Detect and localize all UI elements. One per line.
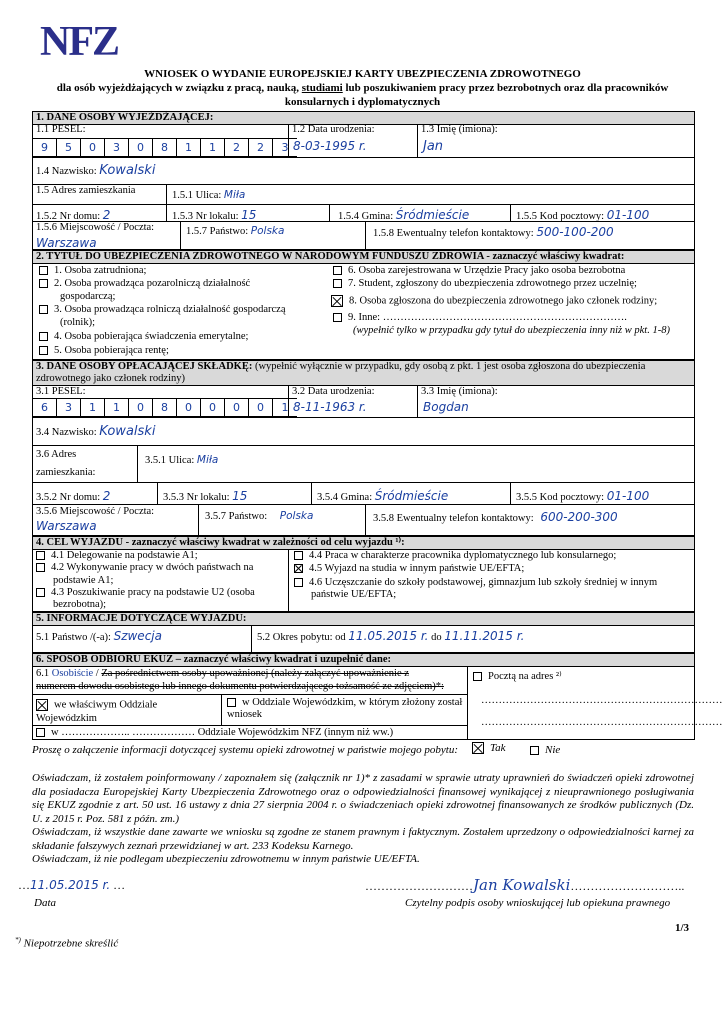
- dob-value[interactable]: 8-03-1995 r.: [293, 139, 367, 153]
- checkbox[interactable]: [36, 588, 45, 597]
- purpose-4-6[interactable]: 4.6 Uczęszczanie do szkoły podstawowej, gimnazjum lub szkoły średniej w innym: [294, 577, 657, 588]
- title-option-6[interactable]: 6. Osoba zarejestrowana w Urzędzie Pracy jako osoba bezrobotna: [333, 265, 625, 276]
- surname-label: 1.4 Nazwisko: Kowalski: [36, 163, 156, 178]
- declaration-2: Oświadczam, iż wszystkie dane zawarte we wniosku są zgodne ze stanem prawnym i faktycznym. Zostałem uprzedzony o odpowiedzialności karnej za składanie fałszywych zeznań przewidzianej w art. 233 Kodeksu Karnego.: [32, 826, 694, 852]
- payer-commune-value[interactable]: Śródmieście: [374, 489, 449, 503]
- title-option-2[interactable]: 2. Osoba prowadząca pozarolniczą działalność: [39, 278, 250, 289]
- pesel-field[interactable]: [33, 138, 297, 157]
- purpose-4-2[interactable]: 4.2 Wykonywanie pracy w dwóch państwach na: [36, 562, 253, 573]
- pesel-digit[interactable]: 3: [105, 139, 129, 156]
- pickup-authorized: numerem dowodu osobistego lub innego dokumentu potwierdzającego tożsamość ze zdjęciem)*:: [36, 681, 444, 692]
- title-option-8[interactable]: 8. Osoba zgłoszona do ubezpieczenia zdrowotnego jako członek rodziny;: [331, 295, 657, 307]
- pickup-submit-branch-cont: wniosek: [227, 709, 262, 720]
- street-value[interactable]: Miła: [223, 189, 246, 201]
- declaration-1: Oświadczam, iż zostałem poinformowany / zapoznałem się (załącznik nr 1)* z zasadami w sprawie utraty uprawnień do świadczeń opieki zdrowotnej dla posiadacza Europejskiej Karty Ubezpieczenia Zdrowotnego oraz o odpowiedzialności finansowej wynikającej z nieuprawnionego posługiwania się EKUZ zgodnie z art. 50 ust. 16 ustawy z dnia 27 sierpnia 2004 r. o świadczeniach opieki zdrowotnej finansowanych ze środków publicznych (Dz. U. z 2015 r. Poz. 581 z późn. zm.): [32, 772, 694, 825]
- phone-label: 1.5.8 Ewentualny telefon kontaktowy: 500-100-200: [373, 225, 614, 239]
- checkbox[interactable]: [39, 266, 48, 275]
- checkbox-checked[interactable]: [331, 295, 343, 307]
- section-5: [32, 612, 695, 653]
- pickup-own-branch-cont: Wojewódzkim: [36, 713, 97, 724]
- section-4: [32, 536, 695, 612]
- section-2-header: 2. TYTUŁ DO UBEZPIECZENIA ZDROWOTNEGO W NARODOWYM FUNDUSZU ZDROWIA - zaznaczyć właściwy kwadrat:: [33, 251, 694, 264]
- pesel-digit[interactable]: 0: [249, 399, 273, 416]
- purpose-4-2-cont: podstawie A1;: [53, 575, 114, 586]
- date-label: Data: [34, 897, 56, 909]
- signature-label: Czytelny podpis osoby wnioskującej lub opiekuna prawnego: [405, 897, 671, 909]
- pickup-personal[interactable]: 6.1 Osobiście / Za pośrednictwem osoby upoważnionej (należy załączyć upoważnienie z: [36, 668, 409, 679]
- payer-postal-value[interactable]: 01-100: [606, 489, 650, 503]
- checkbox-checked[interactable]: [472, 742, 484, 754]
- date-value[interactable]: 11.05.2015 r.: [30, 878, 111, 892]
- pesel-digit[interactable]: 8: [153, 399, 177, 416]
- country-value[interactable]: Polska: [250, 225, 285, 237]
- flat-value[interactable]: 15: [241, 208, 257, 222]
- payer-first-name-label: 3.3 Imię (imiona):: [421, 386, 498, 397]
- payer-commune-label: 3.5.4 Gmina: Śródmieście: [317, 489, 449, 503]
- first-name-value[interactable]: Jan: [423, 139, 444, 154]
- payer-pesel-field[interactable]: [33, 398, 297, 417]
- checkbox[interactable]: [333, 313, 342, 322]
- street-label: 1.5.1 Ulica: Miła: [172, 189, 246, 201]
- payer-surname-value[interactable]: Kowalski: [99, 424, 156, 439]
- title-option-1[interactable]: 1. Osoba zatrudniona;: [39, 265, 146, 276]
- payer-surname-label: 3.4 Nazwisko: Kowalski: [36, 424, 156, 439]
- title-option-7[interactable]: 7. Student, zgłoszony do ubezpieczenia zdrowotnego przez uczelnię;: [333, 278, 637, 289]
- pesel-digit[interactable]: 3: [281, 141, 289, 154]
- surname-value[interactable]: Kowalski: [99, 163, 156, 178]
- checkbox[interactable]: [333, 279, 342, 288]
- address-label: 1.5 Adres zamieszkania: [36, 185, 136, 196]
- house-value[interactable]: 2: [102, 208, 111, 222]
- pesel-digit[interactable]: 5: [57, 139, 81, 156]
- signature-field[interactable]: ………………………Jan Kowalski………………………..: [365, 876, 685, 894]
- checkbox[interactable]: [39, 346, 48, 355]
- checkbox[interactable]: [294, 578, 303, 587]
- pickup-mail[interactable]: Pocztą na adres ²⁾: [473, 670, 562, 682]
- pickup-other-branch[interactable]: w ……………….. ……………… Oddziale Wojewódzkim NFZ (innym niż ww.): [36, 727, 393, 738]
- checkbox-checked[interactable]: [294, 564, 303, 573]
- stay-from-value[interactable]: 11.05.2015 r.: [348, 629, 429, 643]
- checkbox[interactable]: [36, 551, 45, 560]
- form-subtitle-line2: konsularnych i dyplomatycznych: [284, 96, 441, 108]
- pickup-own-branch[interactable]: we właściwym Oddziale: [36, 699, 157, 711]
- pickup-submit-branch[interactable]: w Oddziale Wojewódzkim, w którym złożony został: [227, 697, 462, 708]
- payer-flat-label: 3.5.3 Nr lokalu: 15: [163, 489, 248, 503]
- section-6: [32, 653, 723, 740]
- checkbox[interactable]: [227, 698, 236, 707]
- title-option-3[interactable]: 3. Osoba prowadząca rolniczą działalność gospodarczą: [39, 304, 285, 315]
- title-option-2-cont: gospodarczą;: [60, 291, 116, 302]
- stay-country-label: 5.1 Państwo /(-a): Szwecja: [36, 629, 162, 643]
- commune-label: 1.5.4 Gmina: Śródmieście: [338, 208, 470, 222]
- payer-country-label: 3.5.7 Państwo: Polska: [205, 510, 314, 522]
- section-1-header: 1. DANE OSOBY WYJEŻDŻAJĄCEJ:: [33, 112, 694, 125]
- pesel-digit[interactable]: 1: [105, 399, 129, 416]
- dob-label: 1.2 Data urodzenia:: [292, 124, 375, 135]
- payer-address-label: 3.6 Adres: [36, 449, 77, 460]
- pesel-digit[interactable]: 0: [81, 139, 105, 156]
- checkbox[interactable]: [473, 672, 482, 681]
- payer-dob-value[interactable]: 8-11-1963 r.: [293, 400, 367, 414]
- payer-postal-label: 3.5.5 Kod pocztowy: 01-100: [516, 489, 650, 503]
- section-1: [32, 111, 695, 250]
- pesel-label: 1.1 PESEL:: [36, 124, 86, 135]
- pesel-digit[interactable]: 2: [225, 139, 249, 156]
- payer-phone-value[interactable]: 600-200-300: [540, 510, 618, 524]
- purpose-4-3[interactable]: 4.3 Poszukiwanie pracy na podstawie U2 (osoba: [36, 587, 255, 598]
- payer-phone-label: 3.5.8 Ewentualny telefon kontaktowy: 600-200-300: [373, 510, 618, 524]
- city-label: 1.5.6 Miejscowość / Poczta:: [36, 222, 155, 233]
- form-title: WNIOSEK O WYDANIE EUROPEJSKIEJ KARTY UBEZPIECZENIA ZDROWOTNEGO: [144, 68, 581, 80]
- country-label: 1.5.7 Państwo: Polska: [186, 225, 285, 237]
- pesel-digit[interactable]: 0: [177, 399, 201, 416]
- title-option-9[interactable]: 9. Inne: …………………………………………………………….: [333, 312, 627, 323]
- flat-label: 1.5.3 Nr lokalu: 15: [172, 208, 257, 222]
- title-option-3-cont: (rolnik);: [60, 317, 95, 328]
- section-3-header: 3. DANE OSOBY OPŁACAJĄCEJ SKŁADKĘ: (wypełnić wyłącznie w przypadku, gdy osobą z pkt. 1 jest osoba zgłoszona do ubezpieczenia zdrowotnego jako członek rodziny): [33, 361, 694, 386]
- pesel-digit[interactable]: 1: [81, 399, 105, 416]
- checkbox[interactable]: [39, 279, 48, 288]
- payer-city-label: 3.5.6 Miejscowość / Poczta:: [36, 506, 155, 517]
- payer-address-label-cont: zamieszkania:: [36, 467, 96, 478]
- pesel-digit[interactable]: 3: [57, 399, 81, 416]
- payer-street-value[interactable]: Miła: [196, 454, 219, 466]
- payer-dob-label: 3.2 Data urodzenia:: [292, 386, 375, 397]
- form-subtitle: dla osób wyjeżdżających w związku z pracą, nauką, studiami lub poszukiwaniem pracy przez bezrobotnych oraz dla pracowników: [56, 82, 669, 94]
- payer-pesel-label: 3.1 PESEL:: [36, 386, 86, 397]
- payer-city-value[interactable]: Warszawa: [36, 519, 97, 533]
- purpose-4-4[interactable]: 4.4 Praca w charakterze pracownika dyplomatycznego lub konsularnego;: [294, 550, 616, 561]
- declaration-3: Oświadczam, iż nie podlegam ubezpieczeniu zdrowotnemu w innym państwie UE/EFTA.: [32, 853, 420, 865]
- pesel-digit[interactable]: 0: [225, 399, 249, 416]
- info-yes[interactable]: Tak: [472, 742, 506, 754]
- payer-street-label: 3.5.1 Ulica: Miła: [145, 454, 219, 466]
- declarations: [32, 772, 694, 867]
- first-name-label: 1.3 Imię (imiona):: [421, 124, 498, 135]
- pesel-digit[interactable]: 1: [177, 139, 201, 156]
- section-2: [32, 250, 695, 360]
- stay-country-value[interactable]: Szwecja: [113, 629, 162, 643]
- title-option-5[interactable]: 5. Osoba pobierająca rentę;: [39, 345, 169, 356]
- house-label: 1.5.2 Nr domu: 2: [36, 208, 111, 222]
- purpose-4-3-cont: bezrobotna);: [53, 599, 107, 610]
- payer-country-value[interactable]: Polska: [279, 510, 314, 522]
- title-option-9-note: (wypełnić tylko w przypadku gdy tytuł do ubezpieczenia inny niż w pkt. 1-8): [353, 325, 670, 336]
- purpose-4-1[interactable]: 4.1 Delegowanie na podstawie A1;: [36, 550, 198, 561]
- checkbox[interactable]: [36, 563, 45, 572]
- pesel-digit[interactable]: 2: [249, 139, 273, 156]
- info-request: Proszę o załączenie informacji dotyczącej systemu opieki zdrowotnej w państwie mojego pobytu:: [32, 744, 458, 756]
- checkbox[interactable]: [333, 266, 342, 275]
- info-no[interactable]: Nie: [530, 744, 560, 756]
- pesel-digit[interactable]: 8: [153, 139, 177, 156]
- page-number: 1/3: [675, 922, 690, 934]
- phone-value[interactable]: 500-100-200: [536, 225, 614, 239]
- payer-flat-value[interactable]: 15: [232, 489, 248, 503]
- nfz-logo: NFZ: [40, 19, 118, 65]
- footnote: *) Niepotrzebne skreślić: [15, 936, 119, 950]
- checkbox-checked[interactable]: [36, 699, 48, 711]
- mail-address-line-1[interactable]: ……………………………………………………………: [481, 695, 723, 706]
- pesel-digit[interactable]: 1: [281, 401, 289, 414]
- checkbox[interactable]: [39, 332, 48, 341]
- checkbox[interactable]: [36, 728, 45, 737]
- pesel-digit[interactable]: 0: [129, 399, 153, 416]
- mail-address-line-2[interactable]: ……………………………………………………………: [481, 717, 723, 728]
- payer-house-value[interactable]: 2: [102, 489, 111, 503]
- postal-value[interactable]: 01-100: [606, 208, 650, 222]
- title-option-4[interactable]: 4. Osoba pobierająca świadczenia emerytalne;: [39, 331, 248, 342]
- payer-house-label: 3.5.2 Nr domu: 2: [36, 489, 111, 503]
- section-3: [32, 360, 695, 536]
- checkbox[interactable]: [294, 551, 303, 560]
- section-5-header: 5. INFORMACJE DOTYCZĄCE WYJAZDU:: [33, 613, 694, 626]
- purpose-4-6-cont: państwie UE/EFTA;: [311, 589, 397, 600]
- checkbox[interactable]: [530, 746, 539, 755]
- pesel-digit[interactable]: 1: [201, 139, 225, 156]
- commune-value[interactable]: Śródmieście: [395, 208, 470, 222]
- stay-to-value[interactable]: 11.11.2015 r.: [444, 629, 525, 643]
- pesel-digit[interactable]: 6: [33, 399, 57, 416]
- postal-label: 1.5.5 Kod pocztowy: 01-100: [516, 208, 650, 222]
- purpose-4-5[interactable]: 4.5 Wyjazd na studia w innym państwie UE/EFTA;: [294, 563, 524, 574]
- pesel-digit[interactable]: 9: [33, 139, 57, 156]
- stay-period-label: 5.2 Okres pobytu: od 11.05.2015 r. do 11.11.2015 r.: [257, 629, 525, 643]
- pesel-digit[interactable]: 0: [201, 399, 225, 416]
- checkbox[interactable]: [39, 305, 48, 314]
- section-4-header: 4. CEL WYJAZDU - zaznaczyć właściwy kwadrat w zależności od celu wyjazdu ¹⁾:: [33, 537, 694, 550]
- section-6-header: 6. SPOSÓB ODBIORU EKUZ – zaznaczyć właściwy kwadrat i uzupełnić dane:: [33, 654, 694, 667]
- pesel-digit[interactable]: 0: [129, 139, 153, 156]
- city-value[interactable]: Warszawa: [36, 236, 97, 250]
- signature-value[interactable]: Jan Kowalski: [473, 876, 571, 894]
- payer-first-name-value[interactable]: Bogdan: [423, 400, 469, 414]
- date-field[interactable]: …11.05.2015 r. …: [18, 878, 126, 892]
